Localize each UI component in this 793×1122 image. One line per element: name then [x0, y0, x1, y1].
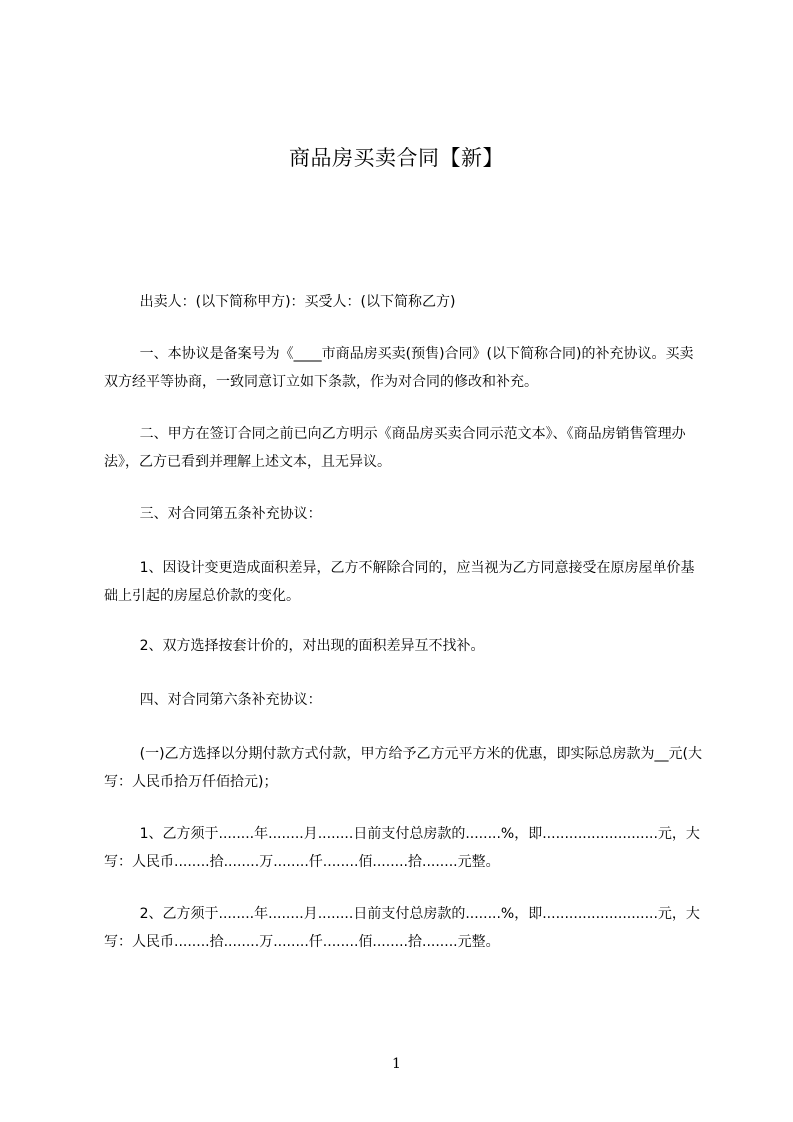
parties-line: 出卖人：(以下简称甲方)：买受人：(以下简称乙方)	[104, 294, 456, 310]
clause-four-heading: 四、对合同第六条补充协议：	[104, 692, 322, 708]
document-title: 商品房买卖合同【新】	[289, 146, 504, 170]
clause-four-item-1: (一)乙方选择以分期付款方式付款，甲方给予乙方元平方米的优惠，即实际总房款为__元(大写：人民币拾万仟佰拾元)；	[104, 746, 702, 790]
clause-two: 二、甲方在签订合同之前已向乙方明示《商品房买卖合同示范文本》、《商品房销售管理办法》，乙方已看到并理解上述文本，且无异议。	[104, 426, 686, 470]
payment-installment-2: 2、乙方须于........年........月........日前支付总房款的........%，即..........................元，大写：人民币........拾........万........仟........佰........拾........元整。	[104, 906, 700, 950]
clause-three-heading: 三、对合同第五条补充协议：	[104, 506, 322, 522]
clause-three-item-2: 2、双方选择按套计价的，对出现的面积差异互不找补。	[104, 638, 485, 654]
clause-one: 一、本协议是备案号为《____市商品房买卖(预售)合同》(以下简称合同)的补充协议。买卖双方经平等协商，一致同意订立如下条款，作为对合同的修改和补充。	[104, 346, 694, 390]
payment-installment-1: 1、乙方须于........年........月........日前支付总房款的........%，即..........................元，大写：人民币........拾........万........仟........佰........拾........元整。	[104, 826, 700, 870]
clause-three-item-1: 1、因设计变更造成面积差异，乙方不解除合同的，应当视为乙方同意接受在原房屋单价基础上引起的房屋总价款的变化。	[104, 560, 695, 604]
page-number: 1	[392, 1056, 401, 1072]
